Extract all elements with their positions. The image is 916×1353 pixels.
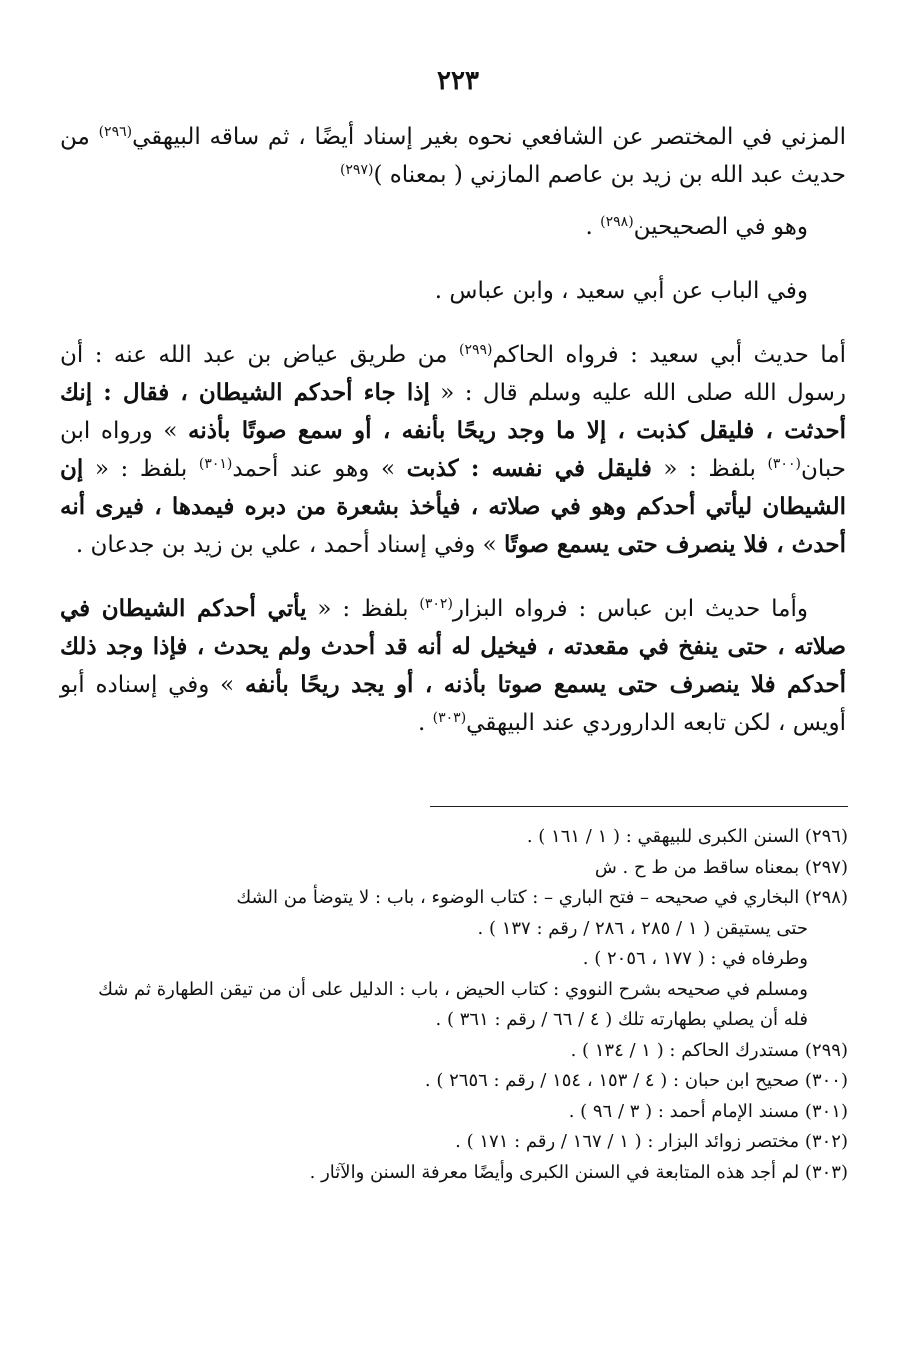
p4-text-a: أما حديث أبي سعيد : فرواه الحاكم — [492, 342, 846, 368]
p4-hadith-1: إذا جاء أحدكم الشيطان ، فقال : إنك أحدثت ، فليقل كذبت ، إلا ما وجد ريحًا بأنفه ، أو سمع صوتًا بأذنه — [60, 379, 846, 444]
footnote-text: مختصر زوائد البزار : ( ١ / ١٦٧ / رقم : ١٧١ ) . — [455, 1131, 805, 1152]
footnote-number: (٣٠٣) — [804, 1161, 848, 1183]
footnote-text: مسند الإمام أحمد : ( ٣ / ٩٦ ) . — [568, 1100, 805, 1122]
paragraph-5 — [60, 590, 846, 742]
paragraph-4 — [60, 336, 846, 564]
footnote-ref-303[interactable]: (٣٠٣) — [432, 710, 467, 726]
p4-text-e: بلفظ : « — [651, 456, 768, 482]
footnote-text: صحيح ابن حبان : ( ٤ / ١٥٣ ، ١٥٤ / رقم : ٢٦٥٦ ) . — [424, 1070, 805, 1091]
p4-hadith-2: فليقل في نفسه : كذبت — [406, 455, 652, 482]
p4-text-j: » وفي إسناد أحمد ، علي بن زيد بن جدعان . — [75, 532, 505, 558]
footnote-text: لم أجد هذه المتابعة في السنن الكبرى وأيضًا معرفة السنن والآثار . — [309, 1161, 805, 1183]
p5-text-d: » وفي إسناده أبو أويس ، لكن تابعه الداروردي عند البيهقي — [60, 672, 846, 736]
footnote-number: (٢٩٧) — [804, 856, 848, 878]
footnote-299 — [80, 1036, 848, 1067]
p4-text-g: » وهو عند أحمد — [232, 456, 407, 482]
footnote-text: البخاري في صحيحه – فتح الباري – : كتاب الوضوء ، باب : لا يتوضأ من الشك — [236, 887, 805, 908]
p5-text-a: وأما حديث ابن عباس : فرواه البزار — [452, 596, 808, 622]
footnote-298-cont-1: حتى يستيقن ( ١ / ٢٨٥ ، ٢٨٦ / رقم : ١٣٧ ) . — [477, 917, 808, 939]
footnote-text: بمعناه ساقط من ط ح . ش — [594, 856, 805, 878]
footnote-296 — [80, 822, 848, 853]
footnote-number: (٣٠٢) — [804, 1131, 848, 1152]
p2-text-a: وهو في الصحيحين — [633, 214, 808, 240]
footnote-ref-301[interactable]: (٣٠١) — [198, 456, 233, 472]
footnote-text: مستدرك الحاكم : ( ١ / ١٣٤ ) . — [570, 1039, 805, 1061]
footnote-302 — [80, 1127, 848, 1158]
p1-text-b: من حديث عبد الله بن زيد بن عاصم المازني ( بمعناه ) — [60, 124, 846, 188]
p4-hadith-3: إن الشيطان ليأتي أحدكم وهو في صلاته ، فيأخذ بشعرة من دبره فيمدها ، فيرى أنه أحدث ، فلا ينصرف حتى يسمع صوتًا — [60, 455, 846, 558]
footnotes — [80, 822, 848, 1188]
footnote-number: (٢٩٩) — [804, 1039, 848, 1061]
footnote-number: (٣٠٠) — [804, 1070, 848, 1091]
footnote-ref-297[interactable]: (٢٩٧) — [339, 162, 374, 178]
footnote-298-cont-2: وطرفاه في : ( ١٧٧ ، ٢٠٥٦ ) . — [582, 948, 808, 969]
paragraph-3: وفي الباب عن أبي سعيد ، وابن عباس . — [434, 278, 808, 304]
footnote-ref-298[interactable]: (٢٩٨) — [600, 214, 634, 230]
footnote-298 — [80, 883, 848, 914]
p4-text-h: بلفظ : « — [83, 456, 199, 482]
footnote-ref-299[interactable]: (٢٩٩) — [458, 342, 493, 358]
footnote-ref-300[interactable]: (٣٠٠) — [767, 456, 801, 472]
p4-text-d: » ورواه ابن حبان — [60, 418, 846, 482]
footnote-ref-302[interactable]: (٣٠٢) — [419, 596, 453, 612]
footnote-300 — [80, 1066, 848, 1097]
p2-text-b: . — [585, 214, 601, 240]
paragraph-2 — [60, 208, 846, 246]
p5-hadith: يأتي أحدكم الشيطان في صلاته ، حتى ينفخ في مقعدته ، فيخيل له أنه قد أحدث ولم يحدث ، فإذا وجد ذلك أحدكم فلا ينصرف حتى يسمع صوتا بأذنه ، أو يجد ريحًا بأنفه — [60, 595, 846, 698]
footnote-divider — [430, 806, 848, 807]
footnote-301 — [80, 1097, 848, 1128]
p4-text-b: من طريق عياض بن عبد الله عنه : أن رسول الله صلى الله عليه وسلم قال : « — [60, 342, 846, 406]
footnote-ref-296[interactable]: (٢٩٦) — [98, 124, 133, 140]
page-number: ٢٢٣ — [437, 66, 479, 96]
footnote-297 — [80, 853, 848, 884]
p5-text-e: . — [418, 710, 433, 736]
footnote-text: السنن الكبرى للبيهقي : ( ١ / ١٦١ ) . — [526, 826, 805, 847]
footnote-298-cont-3: ومسلم في صحيحه بشرح النووي : كتاب الحيض ، باب : الدليل على أن من تيقن الطهارة ثم شك فله أن يصلي بطهارته تلك ( ٤ / ٦٦ / رقم : ٣٦١ ) . — [98, 978, 808, 1030]
footnote-number: (٢٩٨) — [804, 887, 848, 908]
footnote-number: (٢٩٦) — [804, 826, 848, 847]
p5-text-b: بلفظ : « — [306, 596, 420, 622]
main-text — [60, 118, 846, 742]
footnote-number: (٣٠١) — [804, 1100, 848, 1122]
p1-text-a: المزني في المختصر عن الشافعي نحوه بغير إسناد أيضًا ، ثم ساقه البيهقي — [132, 124, 847, 150]
footnote-303 — [80, 1158, 848, 1189]
paragraph-1 — [60, 118, 846, 194]
